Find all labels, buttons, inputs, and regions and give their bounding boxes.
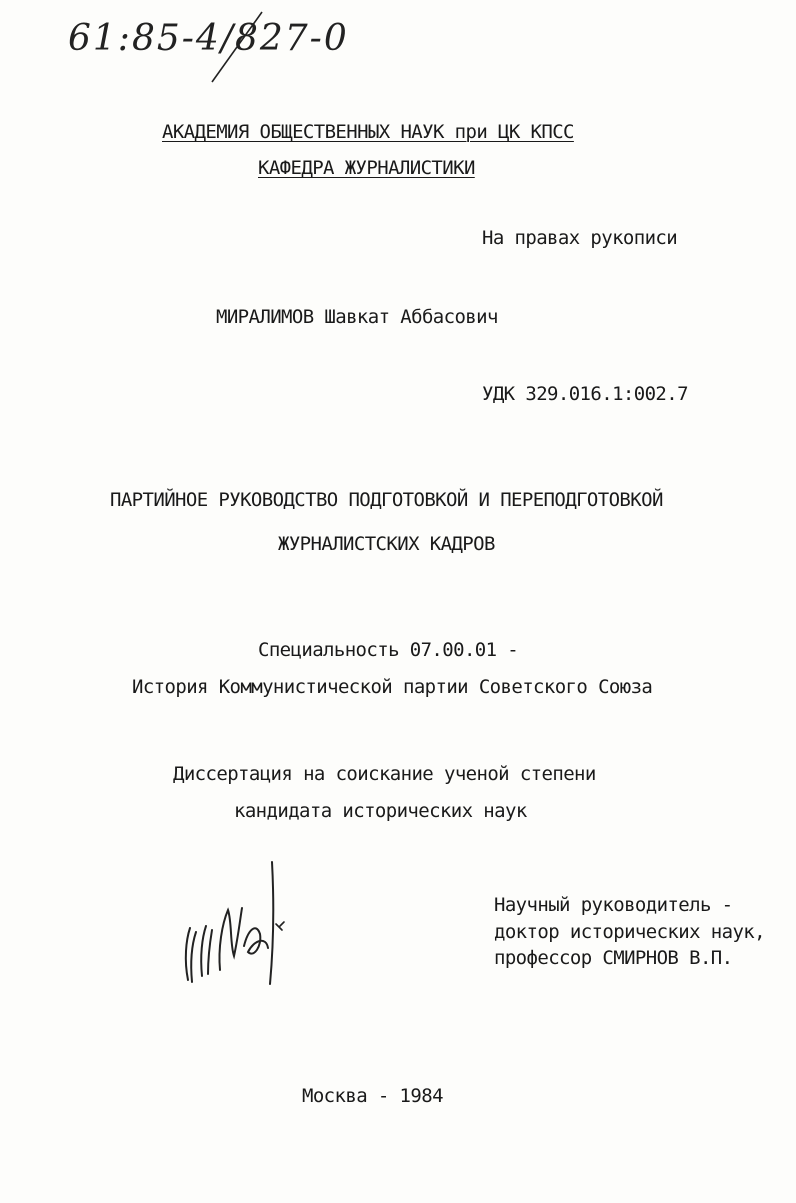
author-signature xyxy=(178,860,308,1000)
manuscript-rights: На правах рукописи xyxy=(482,227,678,249)
dissertation-title-line2: ЖУРНАЛИСТСКИХ КАДРОВ xyxy=(278,533,495,555)
degree-line1: Диссертация на соискание ученой степени xyxy=(173,763,596,785)
dissertation-title-line1: ПАРТИЙНОЕ РУКОВОДСТВО ПОДГОТОВКОЙ И ПЕРЕПОДГОТОВКОЙ xyxy=(110,489,663,511)
degree-line2: кандидата исторических наук xyxy=(234,800,527,822)
udk-code: УДК 329.016.1:002.7 xyxy=(482,383,688,405)
department-heading: КАФЕДРА ЖУРНАЛИСТИКИ xyxy=(258,157,475,179)
city-year: Москва - 1984 xyxy=(302,1085,443,1107)
archive-mark: 61:85-4/827-0 xyxy=(68,18,349,59)
archive-mark-strokes xyxy=(200,8,320,88)
supervisor-line3: профессор СМИРНОВ В.П. xyxy=(494,947,733,969)
supervisor-line1: Научный руководитель - xyxy=(494,894,733,916)
supervisor-line2: доктор исторических наук, xyxy=(494,921,765,943)
author-name: МИРАЛИМОВ Шавкат Аббасович xyxy=(216,306,498,328)
specialty-line1: Специальность 07.00.01 - xyxy=(258,639,519,661)
specialty-line2: История Коммунистической партии Советского Союза xyxy=(132,676,653,698)
institution-heading: АКАДЕМИЯ ОБЩЕСТВЕННЫХ НАУК при ЦК КПСС xyxy=(162,121,574,143)
